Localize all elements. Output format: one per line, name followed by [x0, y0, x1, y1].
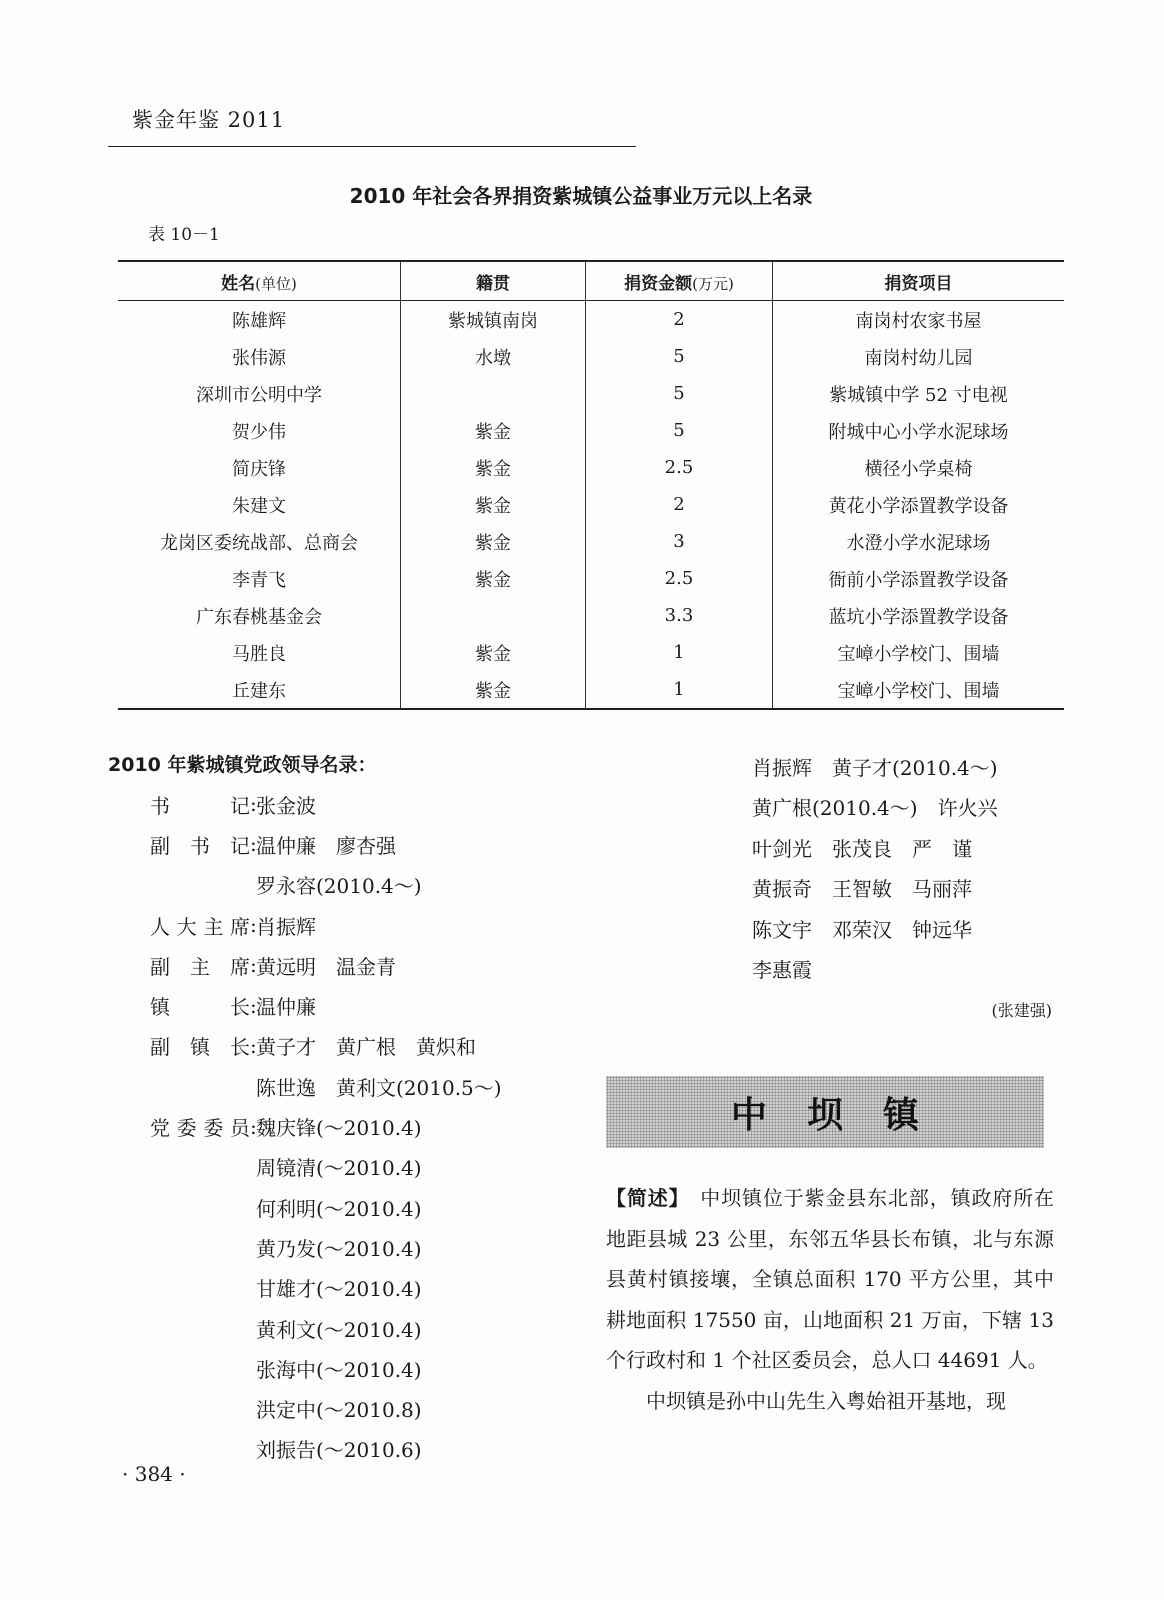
table-row [118, 375, 1064, 412]
leader-role: 书记 [150, 793, 250, 818]
cell-name: 李青飞 [232, 569, 286, 591]
leader-names: 张金波 [256, 793, 316, 818]
cell-origin: 紫金 [401, 486, 586, 523]
leader-role: 镇长 [150, 995, 250, 1020]
cell-project: 宝嶂小学校门、围墙 [773, 634, 1065, 671]
table-body [118, 301, 1064, 710]
leader-role: 副镇长 [150, 1035, 250, 1060]
cell-name: 朱建文 [232, 495, 286, 517]
table-row [118, 412, 1064, 449]
section-heading-box [606, 1076, 1044, 1148]
leader-names: 刘振告(～2010.6) [256, 1438, 422, 1463]
colon: : [250, 1033, 257, 1058]
cell-project: 黄花小学添置教学设备 [773, 486, 1065, 523]
table-row [118, 338, 1064, 375]
cell-name: 陈雄辉 [232, 310, 286, 332]
cell-amount: 2 [586, 301, 773, 339]
summary-label: 【简述】 [606, 1186, 680, 1210]
cell-amount: 5 [586, 375, 773, 412]
table-row [118, 523, 1064, 560]
table-title: 2010 年社会各界捐资紫城镇公益事业万元以上名录 [349, 184, 813, 208]
cell-amount: 5 [586, 412, 773, 449]
header-amount: 捐资金额(万元) [586, 261, 773, 301]
cell-name: 简庆锋 [232, 458, 286, 480]
leader-names: 张海中(～2010.4) [256, 1357, 422, 1382]
leader-names-continued: 叶剑光 张茂良 严 谨 [752, 836, 972, 861]
cell-origin: 紫金 [401, 412, 586, 449]
leaders-list-continued [752, 746, 998, 989]
leader-names: 黄远明 温金青 [256, 954, 396, 979]
cell-origin: 紫金 [401, 560, 586, 597]
leader-names: 陈世逸 黄利文(2010.5～) [256, 1075, 502, 1100]
leader-names-continued: 李惠霞 [752, 958, 812, 983]
leader-names: 温仲廉 [256, 995, 316, 1020]
cell-name: 马胜良 [232, 643, 286, 665]
leader-names-continued: 陈文宇 邓荣汉 钟远华 [752, 917, 972, 942]
table-row [118, 449, 1064, 486]
colon: : [250, 993, 257, 1018]
section-body [606, 1178, 1054, 1421]
colon: : [250, 913, 257, 938]
leader-names-continued: 肖振辉 黄子才(2010.4～) [752, 755, 998, 780]
cell-amount: 3.3 [586, 597, 773, 634]
table-row [118, 671, 1064, 709]
header-rule [108, 146, 636, 147]
author-credit: (张建强) [991, 1001, 1052, 1020]
leader-names: 温仲廉 廖杏强 [256, 833, 396, 858]
cell-project: 宝嶂小学校门、围墙 [773, 671, 1065, 709]
leaders-list [150, 784, 502, 1469]
cell-name: 贺少伟 [232, 421, 286, 443]
cell-project: 横径小学桌椅 [773, 449, 1065, 486]
cell-name: 广东春桃基金会 [196, 606, 322, 628]
leader-row [150, 1308, 502, 1348]
cell-name: 丘建东 [118, 671, 401, 709]
leader-row [150, 1187, 502, 1227]
cell-amount: 1 [586, 634, 773, 671]
cell-origin: 紫金 [401, 449, 586, 486]
table-row [118, 597, 1064, 634]
paragraph-2: 中坝镇是孙中山先生入粤始祖开基地，现 [646, 1388, 1006, 1413]
leader-row [150, 824, 502, 864]
section-title: 中坝镇 [730, 1094, 959, 1136]
cell-amount: 2.5 [586, 560, 773, 597]
leader-row [150, 1147, 502, 1187]
leader-row [150, 1066, 502, 1106]
leader-row [150, 1348, 502, 1388]
table-number: 表 10－1 [148, 225, 220, 245]
leader-row [150, 784, 502, 824]
table-row [118, 560, 1064, 597]
cell-amount: 5 [586, 338, 773, 375]
table-row [118, 301, 1064, 339]
cell-project: 衙前小学添置教学设备 [773, 560, 1065, 597]
summary-text: 中坝镇位于紫金县东北部，镇政府所在地距县城 23 公里，东邻五华县长布镇，北与东源县黄村镇接壤，全镇总面积 170 平方公里，其中耕地面积 17550 亩，山地面积 21 万亩，下辖 13 个行政村和 1 个社区委员会，总人口 44691 人。 [606, 1186, 1055, 1372]
colon: : [250, 792, 257, 817]
cell-amount: 2 [586, 486, 773, 523]
leader-row [150, 1429, 502, 1469]
header-project: 捐资项目 [773, 261, 1065, 301]
leader-names: 黄利文(～2010.4) [256, 1317, 422, 1342]
cell-amount: 2.5 [586, 449, 773, 486]
cell-project: 附城中心小学水泥球场 [773, 412, 1065, 449]
table-header-row [118, 261, 1064, 301]
leader-row [150, 1227, 502, 1267]
donation-table [118, 260, 1064, 710]
cell-name: 龙岗区委统战部、总商会 [160, 532, 358, 554]
table-row [118, 486, 1064, 523]
leader-names: 何利明(～2010.4) [256, 1196, 422, 1221]
leader-names: 黄乃发(～2010.4) [256, 1236, 422, 1261]
cell-origin: 紫金 [401, 634, 586, 671]
cell-project: 蓝坑小学添置教学设备 [773, 597, 1065, 634]
cell-project: 南岗村幼儿园 [773, 338, 1065, 375]
leader-role: 人大主席 [150, 914, 250, 939]
cell-origin [401, 375, 586, 412]
cell-project: 紫城镇中学 52 寸电视 [773, 375, 1065, 412]
leader-names: 黄子才 黄广根 黄炽和 [256, 1035, 476, 1060]
leader-role: 副书记 [150, 833, 250, 858]
leader-row [150, 1268, 502, 1308]
header-origin: 籍贯 [401, 261, 586, 301]
leader-names-continued: 黄振奇 王智敏 马丽萍 [752, 877, 972, 902]
cell-origin: 紫金 [401, 523, 586, 560]
cell-name: 深圳市公明中学 [196, 384, 322, 406]
cell-project: 南岗村农家书屋 [773, 301, 1065, 339]
leader-role: 副主席 [150, 954, 250, 979]
leader-names: 周镜清(～2010.4) [256, 1156, 422, 1181]
summary-paragraph [606, 1178, 1054, 1381]
header-name: 姓名(单位) [118, 261, 401, 301]
leader-row [150, 905, 502, 945]
leader-row [150, 945, 502, 985]
leader-row [150, 1388, 502, 1428]
colon: : [250, 1114, 257, 1139]
leader-names-continued: 黄广根(2010.4～) 许火兴 [752, 796, 998, 821]
leader-row [150, 865, 502, 905]
table-row [118, 634, 1064, 671]
leader-names: 魏庆锋(～2010.4) [256, 1116, 422, 1141]
colon: : [250, 953, 257, 978]
cell-origin: 紫城镇南岗 [401, 301, 586, 339]
leaders-title: 2010 年紫城镇党政领导名录： [108, 754, 377, 776]
cell-name: 张伟源 [232, 347, 286, 369]
page-number: · 384 · [122, 1462, 186, 1486]
leader-names: 甘雄才(～2010.4) [256, 1277, 422, 1302]
cell-origin: 紫金 [401, 671, 586, 709]
cell-amount: 1 [586, 671, 773, 709]
leader-names: 罗永容(2010.4～) [256, 874, 422, 899]
running-head: 紫金年鉴 2011 [132, 108, 286, 132]
cell-origin [401, 597, 586, 634]
colon: : [250, 832, 257, 857]
leader-role: 党委委员 [150, 1116, 250, 1141]
cell-project: 水澄小学水泥球场 [773, 523, 1065, 560]
leader-row [150, 1026, 502, 1066]
leader-row [150, 985, 502, 1025]
cell-origin: 水墩 [401, 338, 586, 375]
leader-row [150, 1106, 502, 1146]
cell-amount: 3 [586, 523, 773, 560]
leader-names: 肖振辉 [256, 914, 316, 939]
leader-names: 洪定中(～2010.8) [256, 1398, 422, 1423]
